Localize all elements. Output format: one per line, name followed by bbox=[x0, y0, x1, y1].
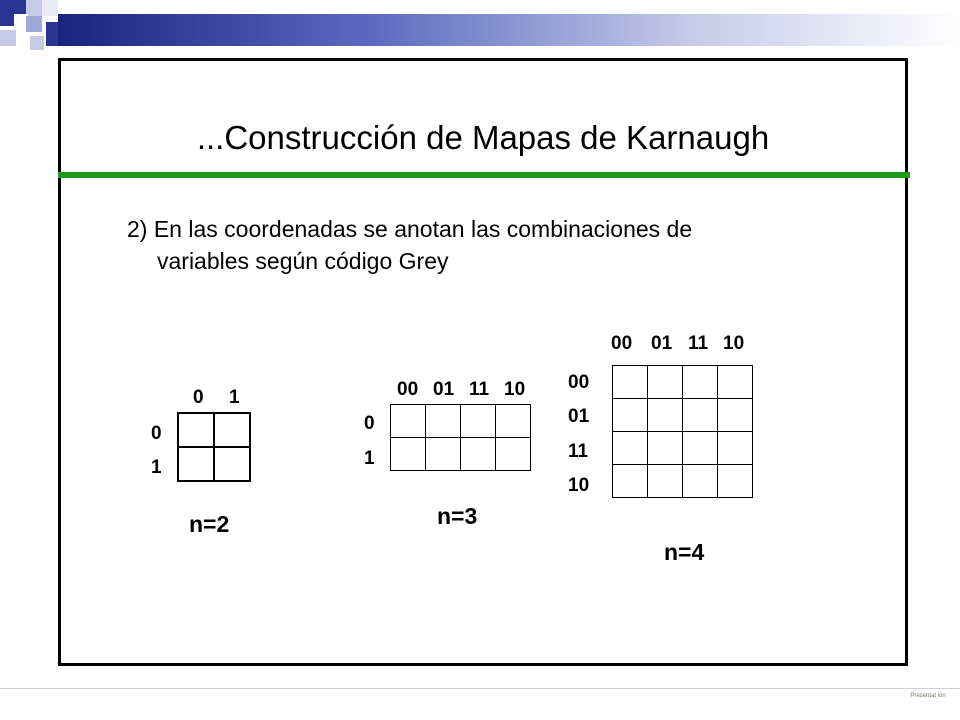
slide-frame bbox=[58, 58, 908, 666]
row-header: 00 bbox=[568, 372, 590, 393]
map-cell bbox=[718, 465, 753, 498]
bullet-text bbox=[127, 213, 692, 277]
footer-text: Presentat ion bbox=[910, 693, 946, 699]
row-header: 11 bbox=[568, 441, 589, 462]
row-header: 01 bbox=[568, 406, 590, 427]
col-header: 11 bbox=[469, 379, 490, 400]
row-header: 0 bbox=[364, 413, 375, 434]
row-header: 0 bbox=[151, 423, 162, 444]
deco-square bbox=[46, 22, 58, 46]
row-header: 1 bbox=[151, 457, 162, 478]
deco-square bbox=[42, 0, 58, 16]
map-cell bbox=[613, 366, 648, 399]
map-cell bbox=[178, 413, 214, 447]
col-header: 10 bbox=[723, 333, 745, 354]
map-cell bbox=[461, 438, 496, 471]
col-header: 10 bbox=[504, 379, 526, 400]
col-header: 00 bbox=[611, 333, 633, 354]
map-cell bbox=[648, 366, 683, 399]
map-label: n=3 bbox=[437, 503, 478, 529]
row-header: 10 bbox=[568, 475, 590, 496]
map-label: n=2 bbox=[189, 511, 230, 537]
deco-square bbox=[26, 16, 42, 32]
map-cell bbox=[613, 465, 648, 498]
map-cell bbox=[613, 432, 648, 465]
deco-square bbox=[26, 0, 42, 16]
map-grid bbox=[177, 412, 251, 482]
map-cell bbox=[683, 465, 718, 498]
deco-square bbox=[30, 36, 44, 50]
map-grid bbox=[612, 365, 753, 498]
col-header: 0 bbox=[193, 387, 204, 408]
map-cell bbox=[718, 366, 753, 399]
map-cell bbox=[683, 399, 718, 432]
map-cell bbox=[461, 405, 496, 438]
col-header: 01 bbox=[651, 333, 673, 354]
map-cell bbox=[391, 438, 426, 471]
footer-divider bbox=[0, 688, 960, 689]
map-cell bbox=[426, 438, 461, 471]
map-grid bbox=[390, 404, 531, 471]
slide-title: ...Construcción de Mapas de Karnaugh bbox=[196, 119, 770, 156]
map-cell bbox=[496, 405, 531, 438]
col-header: 01 bbox=[433, 379, 455, 400]
map-cell bbox=[718, 399, 753, 432]
col-header: 1 bbox=[229, 387, 240, 408]
bullet-line-1: 2) En las coordenadas se anotan las combinaciones de bbox=[127, 216, 693, 242]
col-header: 11 bbox=[688, 333, 709, 354]
map-cell bbox=[214, 447, 250, 481]
map-cell bbox=[214, 413, 250, 447]
deco-square bbox=[0, 30, 16, 46]
map-cell bbox=[613, 399, 648, 432]
map-cell bbox=[391, 405, 426, 438]
map-cell bbox=[178, 447, 214, 481]
map-cell bbox=[683, 432, 718, 465]
map-label: n=4 bbox=[664, 539, 705, 565]
col-header: 00 bbox=[397, 379, 419, 400]
map-cell bbox=[426, 405, 461, 438]
row-header: 1 bbox=[364, 448, 375, 469]
map-cell bbox=[648, 399, 683, 432]
map-cell bbox=[718, 432, 753, 465]
header-gradient-bar bbox=[58, 14, 960, 46]
map-cell bbox=[683, 366, 718, 399]
map-cell bbox=[648, 465, 683, 498]
map-cell bbox=[496, 438, 531, 471]
bullet-line-2: variables según código Grey bbox=[157, 248, 449, 274]
title-underline bbox=[58, 172, 910, 178]
map-cell bbox=[648, 432, 683, 465]
